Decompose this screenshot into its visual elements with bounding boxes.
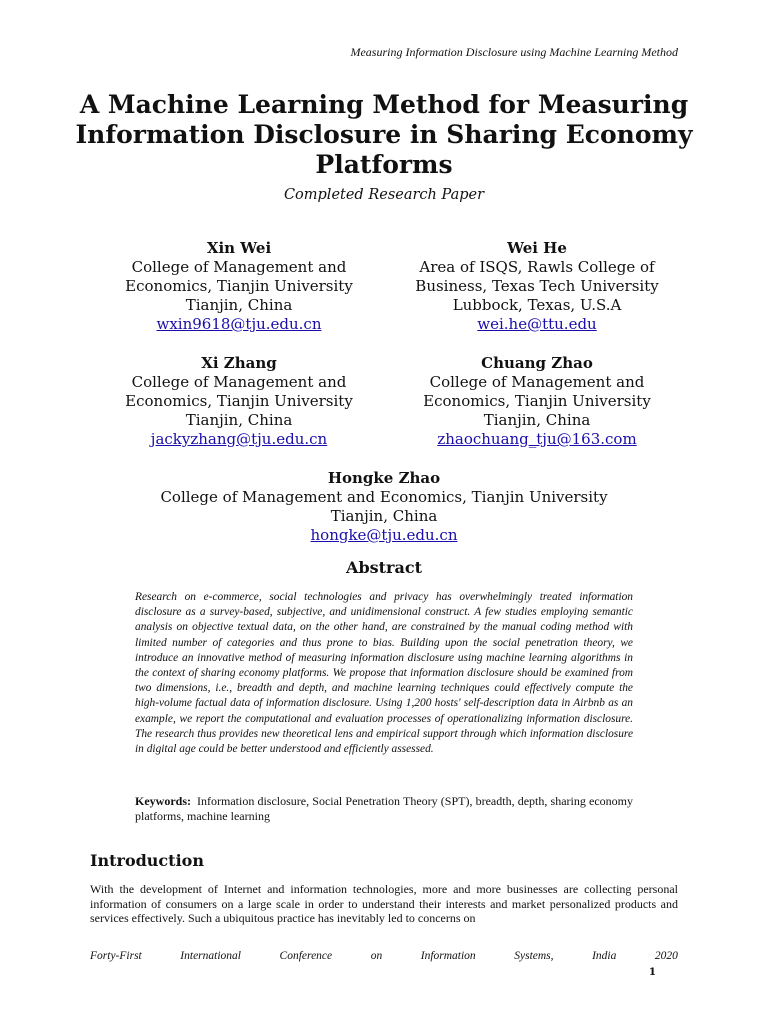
paper-subtitle: Completed Research Paper — [283, 187, 485, 203]
paper-title: A Machine Learning Method for Measuring Information Disclosure in Sharing Economy Platforms — [75, 90, 693, 179]
abstract-heading: Abstract — [346, 558, 422, 577]
footer-word: Systems, — [514, 950, 554, 962]
author-name: Xin Wei — [206, 239, 272, 257]
author-affiliation: Economics, Tianjin University — [423, 392, 651, 410]
footer-word: on — [370, 950, 383, 962]
footer-word: Information — [420, 950, 476, 962]
keywords — [135, 794, 633, 824]
author-affiliation: Area of ISQS, Rawls College of — [419, 258, 655, 276]
running-head: Measuring Information Disclosure using Machine Learning Method — [350, 45, 678, 59]
author-name: Wei He — [507, 239, 567, 257]
author-block — [84, 469, 684, 545]
author-affiliation: College of Management and — [429, 373, 645, 391]
author-block — [90, 239, 388, 334]
author-location: Lubbock, Texas, U.S.A — [452, 296, 622, 314]
author-email-link[interactable]: wei.he@ttu.edu — [477, 315, 597, 333]
footer-word: 2020 — [654, 950, 678, 962]
author-email-link[interactable]: hongke@tju.edu.cn — [310, 526, 458, 544]
author-block — [388, 354, 686, 449]
footer-word: International — [180, 950, 241, 962]
introduction-text: With the development of Internet and information technologies, more and more businesses are collecting personal information of consumers on a large scale in order to understand their interests and market personalized products and services effectively. Such a ubiquitous practice has inevitably led to concerns on — [90, 882, 678, 926]
author-location: Tianjin, China — [185, 411, 293, 429]
footer-word: Conference — [279, 950, 333, 962]
author-location: Tianjin, China — [185, 296, 293, 314]
author-block — [90, 354, 388, 449]
author-affiliation: College of Management and Economics, Tianjin University — [160, 488, 608, 506]
footer-word: Forty-First — [90, 950, 142, 962]
abstract-text: Research on e-commerce, social technologies and privacy has overwhelmingly treated information disclosure as a survey-based, subjective, and unidimensional construct. A few studies employing semantic analysis on objective textual data, on the other hand, are constrained by the manual coding method with limited number of categories and thus prone to bias. Building upon the social penetration theory, we introduce an innovative method of measuring information disclosure using machine learning algorithms in the context of sharing economy platforms. We propose that information disclosure should be examined from two dimensions, i.e., breadth and depth, and machine learning techniques could effectively compute the high-volume factual data of information disclosure. Using 1,200 hosts' self-description data in Airbnb as an example, we report the computational and evaluation processes of operationalizing information disclosure. The research thus provides new theoretical lens and empirical support through which information disclosure in digital age could be better understood and efficiently assessed. — [135, 591, 633, 756]
author-affiliation: Economics, Tianjin University — [125, 392, 353, 410]
author-name: Chuang Zhao — [481, 354, 593, 372]
author-affiliation: Economics, Tianjin University — [125, 277, 353, 295]
author-affiliation: College of Management and — [131, 373, 347, 391]
author-affiliation: Business, Texas Tech University — [415, 277, 659, 295]
keywords-label: Keywords: — [135, 794, 191, 808]
author-location: Tianjin, China — [483, 411, 591, 429]
author-affiliation: College of Management and — [131, 258, 347, 276]
author-email-link[interactable]: wxin9618@tju.edu.cn — [156, 315, 322, 333]
page-footer — [90, 950, 678, 962]
footer-word: India — [592, 950, 617, 962]
keywords-text: Information disclosure, Social Penetration Theory (SPT), breadth, depth, sharing economy platforms, machine learning — [135, 794, 633, 823]
author-location: Tianjin, China — [330, 507, 438, 525]
page-number: 1 — [648, 966, 656, 978]
author-name: Hongke Zhao — [327, 469, 441, 487]
author-name: Xi Zhang — [201, 354, 277, 372]
author-block — [388, 239, 686, 334]
author-email-link[interactable]: jackyzhang@tju.edu.cn — [150, 430, 328, 448]
author-email-link[interactable]: zhaochuang_tju@163.com — [437, 430, 637, 448]
introduction-heading: Introduction — [90, 851, 204, 870]
